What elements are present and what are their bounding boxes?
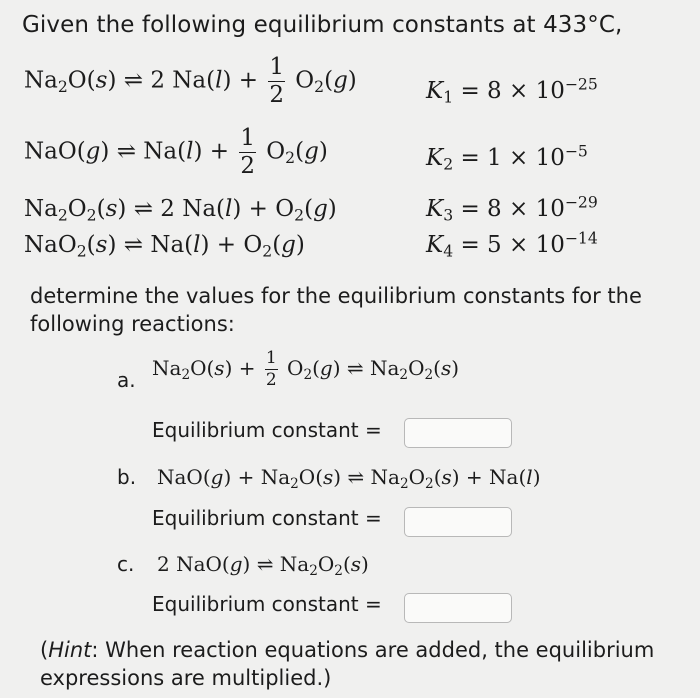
- part-c-answer-input[interactable]: [404, 593, 512, 623]
- part-c-label: c.: [117, 552, 135, 576]
- k3-expression: $K_3 = 8 \times 10^{-29}$: [426, 192, 598, 225]
- part-b-answer-input[interactable]: [404, 507, 512, 537]
- part-b-label: b.: [117, 465, 137, 489]
- part-a-answer-label: Equilibrium constant =: [152, 418, 382, 442]
- reaction-1: $Na_2O(s)$ ⇌ 2 Na(l) + $\frac{1}{2}$ $O_2(g)$: [24, 54, 357, 108]
- k4-expression: $K_4 = 5 \times 10^{-14}$: [426, 228, 598, 261]
- hint-word: Hint: [48, 638, 92, 662]
- k1-expression: $K_1 = 8 \times 10^{-25}$: [426, 74, 598, 107]
- instruction-text: determine the values for the equilibrium constants for the following reactions:: [30, 284, 642, 336]
- part-b-answer-label: Equilibrium constant =: [152, 506, 382, 530]
- reaction-2: NaO(g) ⇌ Na(l) + $\frac{1}{2}$ $O_2(g)$: [24, 125, 328, 179]
- hint-open-paren: (: [40, 638, 49, 662]
- intro-text: Given the following equilibrium constants at 433°C,: [22, 12, 623, 38]
- reaction-4: NaO$_2$(s) ⇌ $Na(l) + O_2(g)$: [24, 232, 305, 261]
- part-a-answer-input[interactable]: [404, 418, 512, 448]
- part-a-label: a.: [117, 368, 136, 392]
- part-c-reaction: 2 NaO(g) ⇌ $Na_2O_2(s)$: [157, 552, 369, 579]
- hint-text: [40, 636, 680, 692]
- k2-expression: $K_2 = 1 \times 10^{-5}$: [426, 141, 588, 174]
- part-a-reaction: $Na_2O(s)$ + $\frac{1}{2}$ $O_2(g)$ ⇌ $Na_2O_2(s)$: [152, 348, 460, 390]
- hint-body: : When reaction equations are added, the equilibrium expressions are multiplied.): [40, 638, 655, 690]
- reaction-3: $Na_2O_2(s)$ ⇌ 2 $Na(l) + O_2(g)$: [24, 196, 337, 225]
- part-c-answer-label: Equilibrium constant =: [152, 592, 382, 616]
- part-b-reaction: $NaO(g) + Na_2O(s)$ ⇌ $Na_2O_2(s) + Na(l)$: [157, 465, 541, 492]
